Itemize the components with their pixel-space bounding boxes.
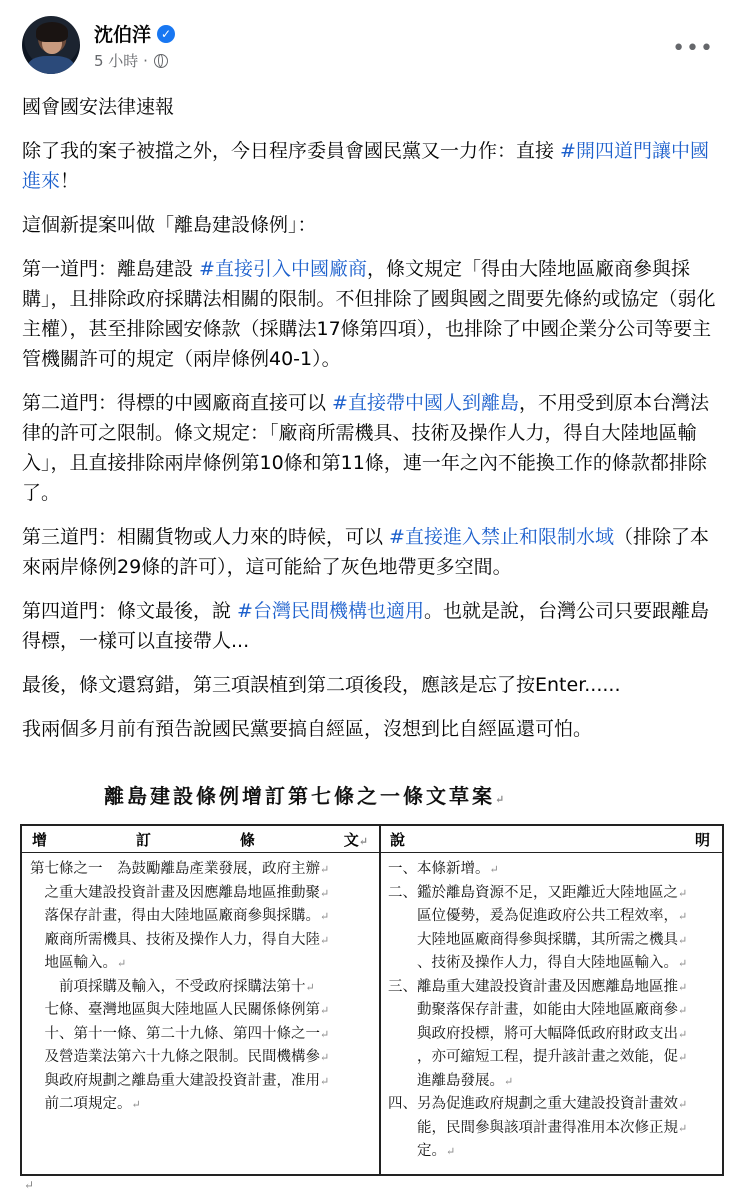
- explanation-column: [388, 858, 720, 1164]
- post-text: 第四道門：條文最後，說: [22, 600, 238, 622]
- document-line: 落保存計畫，得由大陸地區廠商參與採購。↵: [30, 908, 330, 924]
- post-text: 這個新提案叫做「離島建設條例」：: [22, 214, 317, 236]
- document-line: 、技術及操作人力，得自大陸地區輸入。↵: [388, 955, 688, 971]
- column-divider: [379, 826, 381, 1174]
- document-line: 能，民間參與該項計畫得准用本次修正規↵: [388, 1119, 688, 1136]
- post-text: 我兩個多月前有預告說國民黨要搞自經區，沒想到比自經區還可怕。: [22, 718, 593, 740]
- post-text: 。也就是說，台灣公司只要跟離島得標，一樣可以直接帶人...: [22, 600, 709, 652]
- document-line: 地區輸入。↵: [30, 955, 127, 971]
- author-avatar[interactable]: [22, 16, 80, 74]
- amendment-text-column: [30, 858, 374, 1117]
- attached-document-image[interactable]: [14, 766, 730, 1196]
- author-name[interactable]: 沈伯洋: [94, 24, 152, 46]
- hashtag-link[interactable]: #開四道門讓中國進來: [22, 140, 709, 192]
- header-right-column: 說 明: [390, 831, 710, 849]
- hashtag-link[interactable]: #直接進入禁止和限制水域: [389, 526, 614, 548]
- post-text: ！: [60, 170, 80, 192]
- document-table: [20, 824, 724, 1176]
- document-table-header: [22, 826, 722, 853]
- post-paragraph: [22, 92, 722, 122]
- return-mark: ↵: [24, 1178, 35, 1192]
- document-line: 一、本條新增。↵: [388, 861, 499, 877]
- author-row: [94, 20, 175, 47]
- post-text: ，不用受到原本台灣法律的許可之限制。條文規定：「廠商所需機具、技術及操作人力，得自大陸地區輸入」，且直接排除兩岸條例第10條和第11條，連一年之內不能換工作的條款都排除了。: [22, 392, 709, 504]
- post-paragraph: [22, 136, 722, 196]
- verified-badge-icon: ✓: [157, 25, 175, 43]
- document-line: 定。↵: [388, 1143, 456, 1159]
- post-paragraph: [22, 254, 722, 374]
- document-line: 大陸地區廠商得參與採購，其所需之機具↵: [388, 931, 688, 948]
- document-line: 四、另為促進政府規劃之重大建設投資計畫效↵: [388, 1096, 688, 1112]
- avatar-hair: [36, 22, 68, 42]
- post-paragraph: [22, 388, 722, 508]
- document-line: ，亦可縮短工程，提升該計畫之效能，促↵: [388, 1049, 688, 1065]
- post-text: 第三道門：相關貨物或人力來的時候，可以: [22, 526, 390, 548]
- post-header: [22, 16, 722, 80]
- post-meta: [94, 50, 168, 71]
- post-text: 第二道門：得標的中國廠商直接可以: [22, 392, 333, 414]
- header-left-column: 增 訂 條 文↵: [32, 831, 368, 849]
- document-line: 廠商所需機具、技術及操作人力，得自大陸↵: [30, 931, 330, 948]
- post-paragraph: [22, 670, 722, 700]
- post-body: [22, 92, 722, 758]
- post-text: 除了我的案子被擋之外，今日程序委員會國民黨又一力作：直接: [22, 140, 561, 162]
- document-line: 與政府規劃之離島重大建設投資計畫，准用↵: [30, 1072, 330, 1089]
- post-text: （排除了本來兩岸條例29條的許可），這可能給了灰色地帶更多空間。: [22, 526, 709, 578]
- document-line: 與政府投標，將可大幅降低政府財政支出↵: [388, 1025, 688, 1042]
- document-title: 離島建設條例增訂第七條之一條文草案↵: [104, 784, 508, 808]
- document-line: 二、鑑於離島資源不足，又距離近大陸地區之↵: [388, 884, 688, 901]
- hashtag-link[interactable]: #直接帶中國人到離島: [332, 392, 519, 414]
- post-text: ，條文規定「得由大陸地區廠商參與採購」，且排除政府採購法相關的限制。不但排除了國與國之間要先條約或協定（弱化主權），甚至排除國安條款（採購法17條第四項），也排除了中國企業分公司等要主管機關許可的規定（兩岸條例40-1）。: [22, 258, 716, 370]
- document-line: 及營造業法第六十九條之限制。民間機構參↵: [30, 1049, 330, 1065]
- post-timestamp[interactable]: 5 小時 ·: [94, 52, 148, 70]
- document-line: 三、離島重大建設投資計畫及因應離島地區推↵: [388, 978, 688, 995]
- post-text: 第一道門：離島建設: [22, 258, 200, 280]
- post-text: 國會國安法律速報: [22, 96, 175, 118]
- hashtag-link[interactable]: #直接引入中國廠商: [199, 258, 367, 280]
- document-line: 十、第十一條、第二十九條、第四十條之一↵: [30, 1025, 330, 1042]
- more-options-icon[interactable]: •••: [672, 36, 714, 61]
- hashtag-link[interactable]: #台灣民間機構也適用: [237, 600, 424, 622]
- document-line: 七條、臺灣地區與大陸地區人民關係條例第↵: [30, 1002, 330, 1018]
- post-paragraph: [22, 714, 722, 744]
- post-paragraph: [22, 522, 722, 582]
- post-text: 最後，條文還寫錯，第三項誤植到第二項後段，應該是忘了按Enter......: [22, 674, 621, 696]
- document-line: 動聚落保存計畫，如能由大陸地區廠商參↵: [388, 1002, 688, 1018]
- post-paragraph: [22, 210, 722, 240]
- document-line: 區位優勢，爰為促進政府公共工程效率，↵: [388, 908, 688, 924]
- document-line: 前項採購及輸入，不受政府採購法第十↵: [30, 978, 315, 995]
- document-line: 第七條之一 為鼓勵離島產業發展，政府主辦↵: [30, 861, 330, 877]
- document-line: 進離島發展。↵: [388, 1072, 514, 1089]
- document-line: 前二項規定。↵: [30, 1096, 141, 1112]
- avatar-shirt: [28, 56, 74, 74]
- post-paragraph: [22, 596, 722, 656]
- document-line: 之重大建設投資計畫及因應離島地區推動聚↵: [30, 884, 330, 901]
- globe-icon[interactable]: [154, 54, 168, 68]
